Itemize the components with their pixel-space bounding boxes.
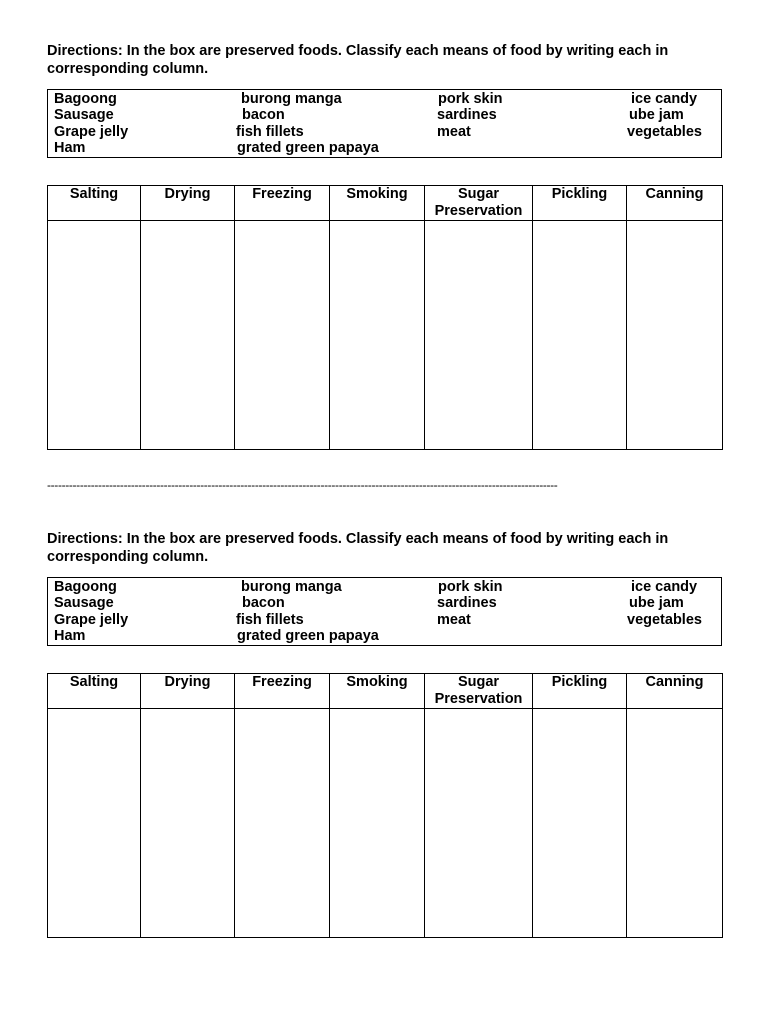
answer-cell-drying[interactable]: [141, 221, 235, 450]
food-word: pork skin: [438, 579, 503, 595]
food-word: ube jam: [629, 595, 684, 611]
cut-line-separator: --------------------------------------------------------------------------------------------------------------------------------------------: [47, 478, 558, 492]
answer-cell-smoking[interactable]: [330, 221, 425, 450]
food-word: meat: [437, 124, 471, 140]
food-word: fish fillets: [236, 124, 304, 140]
food-word: ice candy: [631, 579, 698, 595]
column-header-freezing: Freezing: [235, 674, 330, 709]
food-word: fish fillets: [236, 612, 304, 628]
food-word: sardines: [437, 107, 497, 123]
food-word: grated green papaya: [237, 140, 379, 156]
classification-table: [47, 185, 723, 450]
column-header-canning: Canning: [627, 674, 723, 709]
food-word: burong manga: [241, 579, 342, 595]
column-header-smoking: Smoking: [330, 186, 425, 221]
food-word: ube jam: [629, 107, 684, 123]
directions-text: Directions: In the box are preserved foods. Classify each means of food by writing each in corresponding column.: [47, 531, 669, 565]
column-header-freezing: Freezing: [235, 186, 330, 221]
answer-cell-drying[interactable]: [141, 709, 235, 938]
worksheet-2: [47, 530, 722, 707]
column-header-sugar-preservation: Sugar Preservation: [425, 674, 533, 709]
food-word: vegetables: [627, 612, 702, 628]
column-header-canning: Canning: [627, 186, 723, 221]
column-header-pickling: Pickling: [533, 186, 627, 221]
food-word: pork skin: [438, 91, 503, 107]
column-header-smoking: Smoking: [330, 674, 425, 709]
food-word: Sausage: [54, 107, 114, 123]
answer-cell-salting[interactable]: [48, 709, 141, 938]
answer-cell-pickling[interactable]: [533, 221, 627, 450]
food-word: Bagoong: [54, 91, 117, 107]
answer-cell-sugar-preservation[interactable]: [425, 221, 533, 450]
column-header-salting: Salting: [48, 674, 141, 709]
food-word: vegetables: [627, 124, 702, 140]
column-header-salting: Salting: [48, 186, 141, 221]
food-word: burong manga: [241, 91, 342, 107]
food-word-box: [47, 577, 722, 646]
answer-cell-salting[interactable]: [48, 221, 141, 450]
answer-cell-freezing[interactable]: [235, 709, 330, 938]
column-header-drying: Drying: [141, 186, 235, 221]
food-word: sardines: [437, 595, 497, 611]
food-word: Ham: [54, 140, 86, 156]
worksheet-1: [47, 42, 722, 219]
food-word: ice candy: [631, 91, 698, 107]
answer-cell-sugar-preservation[interactable]: [425, 709, 533, 938]
answer-cell-canning[interactable]: [627, 221, 723, 450]
food-word: grated green papaya: [237, 628, 379, 644]
column-header-sugar-preservation: Sugar Preservation: [425, 186, 533, 221]
food-word: Ham: [54, 628, 86, 644]
column-header-row: [48, 674, 723, 709]
column-header-pickling: Pickling: [533, 674, 627, 709]
food-word: Sausage: [54, 595, 114, 611]
column-header-drying: Drying: [141, 674, 235, 709]
food-word: bacon: [242, 107, 285, 123]
food-word: Grape jelly: [54, 124, 129, 140]
answer-row: [48, 709, 723, 938]
classification-table: [47, 673, 723, 938]
answer-cell-smoking[interactable]: [330, 709, 425, 938]
food-word: Grape jelly: [54, 612, 129, 628]
food-word: Bagoong: [54, 579, 117, 595]
food-word: bacon: [242, 595, 285, 611]
column-header-row: [48, 186, 723, 221]
answer-cell-canning[interactable]: [627, 709, 723, 938]
answer-cell-freezing[interactable]: [235, 221, 330, 450]
answer-cell-pickling[interactable]: [533, 709, 627, 938]
food-word: meat: [437, 612, 471, 628]
directions-text: Directions: In the box are preserved foods. Classify each means of food by writing each in corresponding column.: [47, 43, 669, 77]
food-word-box: [47, 89, 722, 158]
answer-row: [48, 221, 723, 450]
